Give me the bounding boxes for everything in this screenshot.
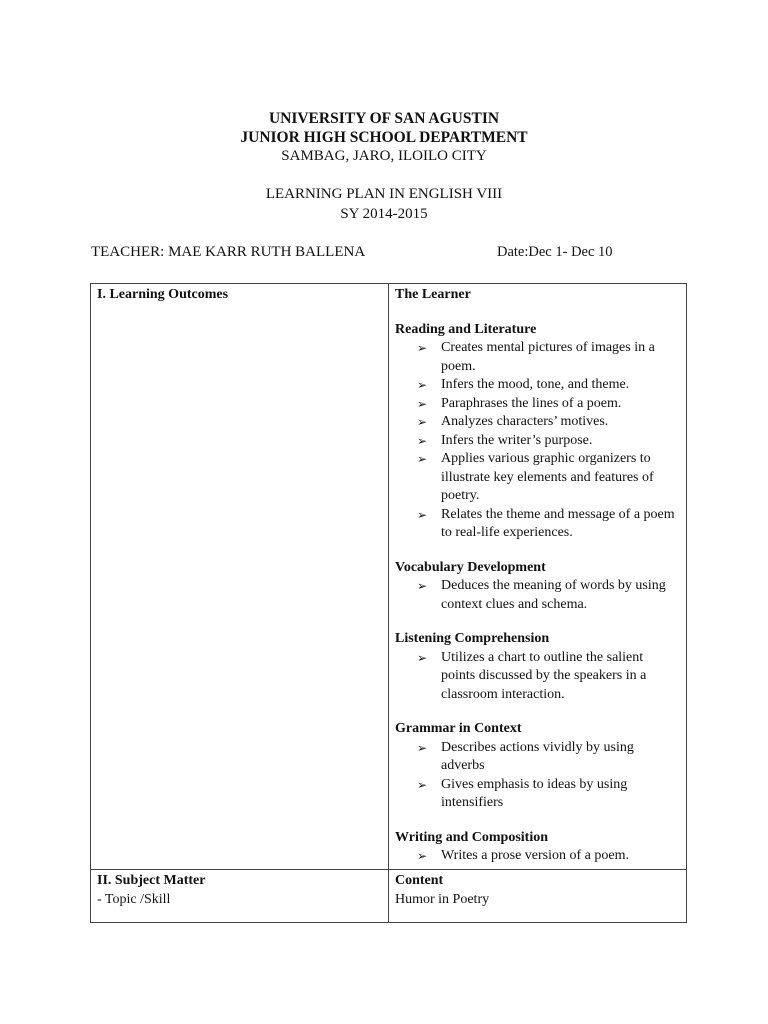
subject-matter-row xyxy=(91,870,687,923)
arrow-bullet-icon: ➢ xyxy=(417,341,428,355)
university-name: UNIVERSITY OF SAN AGUSTIN xyxy=(268,110,500,127)
learning-outcomes-label-cell xyxy=(91,284,389,870)
outcome-text: Describes actions vividly by using adverbs xyxy=(441,739,634,773)
section-title: Grammar in Context xyxy=(395,721,522,736)
section-title: Vocabulary Development xyxy=(395,559,546,575)
section-bullet-list xyxy=(395,739,680,813)
arrow-bullet-icon: ➢ xyxy=(417,777,428,792)
section-title: Listening Comprehension xyxy=(395,631,550,646)
teacher-line: TEACHER: MAE KARR RUTH BALLENA xyxy=(91,244,366,260)
outcome-text: Creates mental pictures of images in a poem. xyxy=(441,340,655,374)
outcome-list-item xyxy=(417,395,680,414)
school-year: SY 2014-2015 xyxy=(340,206,428,222)
outcome-text: Infers the writer’s purpose. xyxy=(441,432,593,448)
outcome-text: Infers the mood, tone, and theme. xyxy=(441,377,630,392)
arrow-bullet-icon: ➢ xyxy=(417,433,428,448)
department-name: JUNIOR HIGH SCHOOL DEPARTMENT xyxy=(240,129,528,146)
subject-matter-label-cell xyxy=(91,870,389,923)
learner-heading: The Learner xyxy=(395,287,471,302)
section-bullet-list xyxy=(395,577,680,614)
outcome-text: Analyzes characters’ motives. xyxy=(441,414,609,429)
arrow-bullet-icon: ➢ xyxy=(417,650,428,665)
learning-outcomes-content-cell xyxy=(389,284,687,870)
outcome-list-item xyxy=(417,413,680,432)
outcome-text: Utilizes a chart to outline the salient points discussed by the speakers in a classroom interaction. xyxy=(441,649,647,702)
outcome-list-item xyxy=(417,506,680,543)
learning-outcomes-heading: I. Learning Outcomes xyxy=(97,287,229,302)
outcome-list-item xyxy=(417,450,680,506)
plan-title: LEARNING PLAN IN ENGLISH VIII xyxy=(265,186,503,202)
outcome-list-item xyxy=(417,649,680,705)
learning-outcomes-row xyxy=(91,284,687,870)
outcome-text: Applies various graphic organizers to illustrate key elements and features of poetry. xyxy=(441,451,654,503)
outcome-list-item xyxy=(417,339,680,376)
arrow-bullet-icon: ➢ xyxy=(417,396,428,411)
content-value: Humor in Poetry xyxy=(395,891,490,907)
outcome-text: Relates the theme and message of a poem to real-life experiences. xyxy=(441,506,675,540)
section-bullet-list xyxy=(395,339,680,543)
outcome-text: Paraphrases the lines of a poem. xyxy=(441,395,622,411)
arrow-bullet-icon: ➢ xyxy=(417,740,428,755)
subject-matter-heading: II. Subject Matter xyxy=(97,873,206,888)
outcome-list-item xyxy=(417,739,680,776)
outcome-list-item xyxy=(417,376,680,395)
arrow-bullet-icon: ➢ xyxy=(417,452,428,466)
content-heading: Content xyxy=(395,873,444,888)
date-line: Date:Dec 1- Dec 10 xyxy=(497,244,613,260)
school-address: SAMBAG, JARO, ILOILO CITY xyxy=(281,148,487,164)
outcome-list-item xyxy=(417,847,680,866)
outcome-text: Deduces the meaning of words by using context clues and schema. xyxy=(441,578,666,612)
section-title: Writing and Composition xyxy=(395,829,548,845)
outcome-text: Gives emphasis to ideas by using intensifiers xyxy=(441,776,628,810)
outcome-list-item xyxy=(417,776,680,813)
outcome-sections xyxy=(395,321,680,866)
arrow-bullet-icon: ➢ xyxy=(417,849,428,863)
topic-skill-label: - Topic /Skill xyxy=(97,891,171,907)
arrow-bullet-icon: ➢ xyxy=(417,415,428,429)
arrow-bullet-icon: ➢ xyxy=(417,378,428,392)
section-bullet-list xyxy=(395,847,680,866)
section-title: Reading and Literature xyxy=(395,321,537,337)
outcome-list-item xyxy=(417,577,680,614)
learning-plan-table xyxy=(90,283,687,923)
section-bullet-list xyxy=(395,649,680,705)
arrow-bullet-icon: ➢ xyxy=(417,507,428,522)
outcome-text: Writes a prose version of a poem. xyxy=(441,848,629,863)
arrow-bullet-icon: ➢ xyxy=(417,579,428,593)
subject-matter-content-cell xyxy=(389,870,687,923)
outcome-list-item xyxy=(417,432,680,451)
